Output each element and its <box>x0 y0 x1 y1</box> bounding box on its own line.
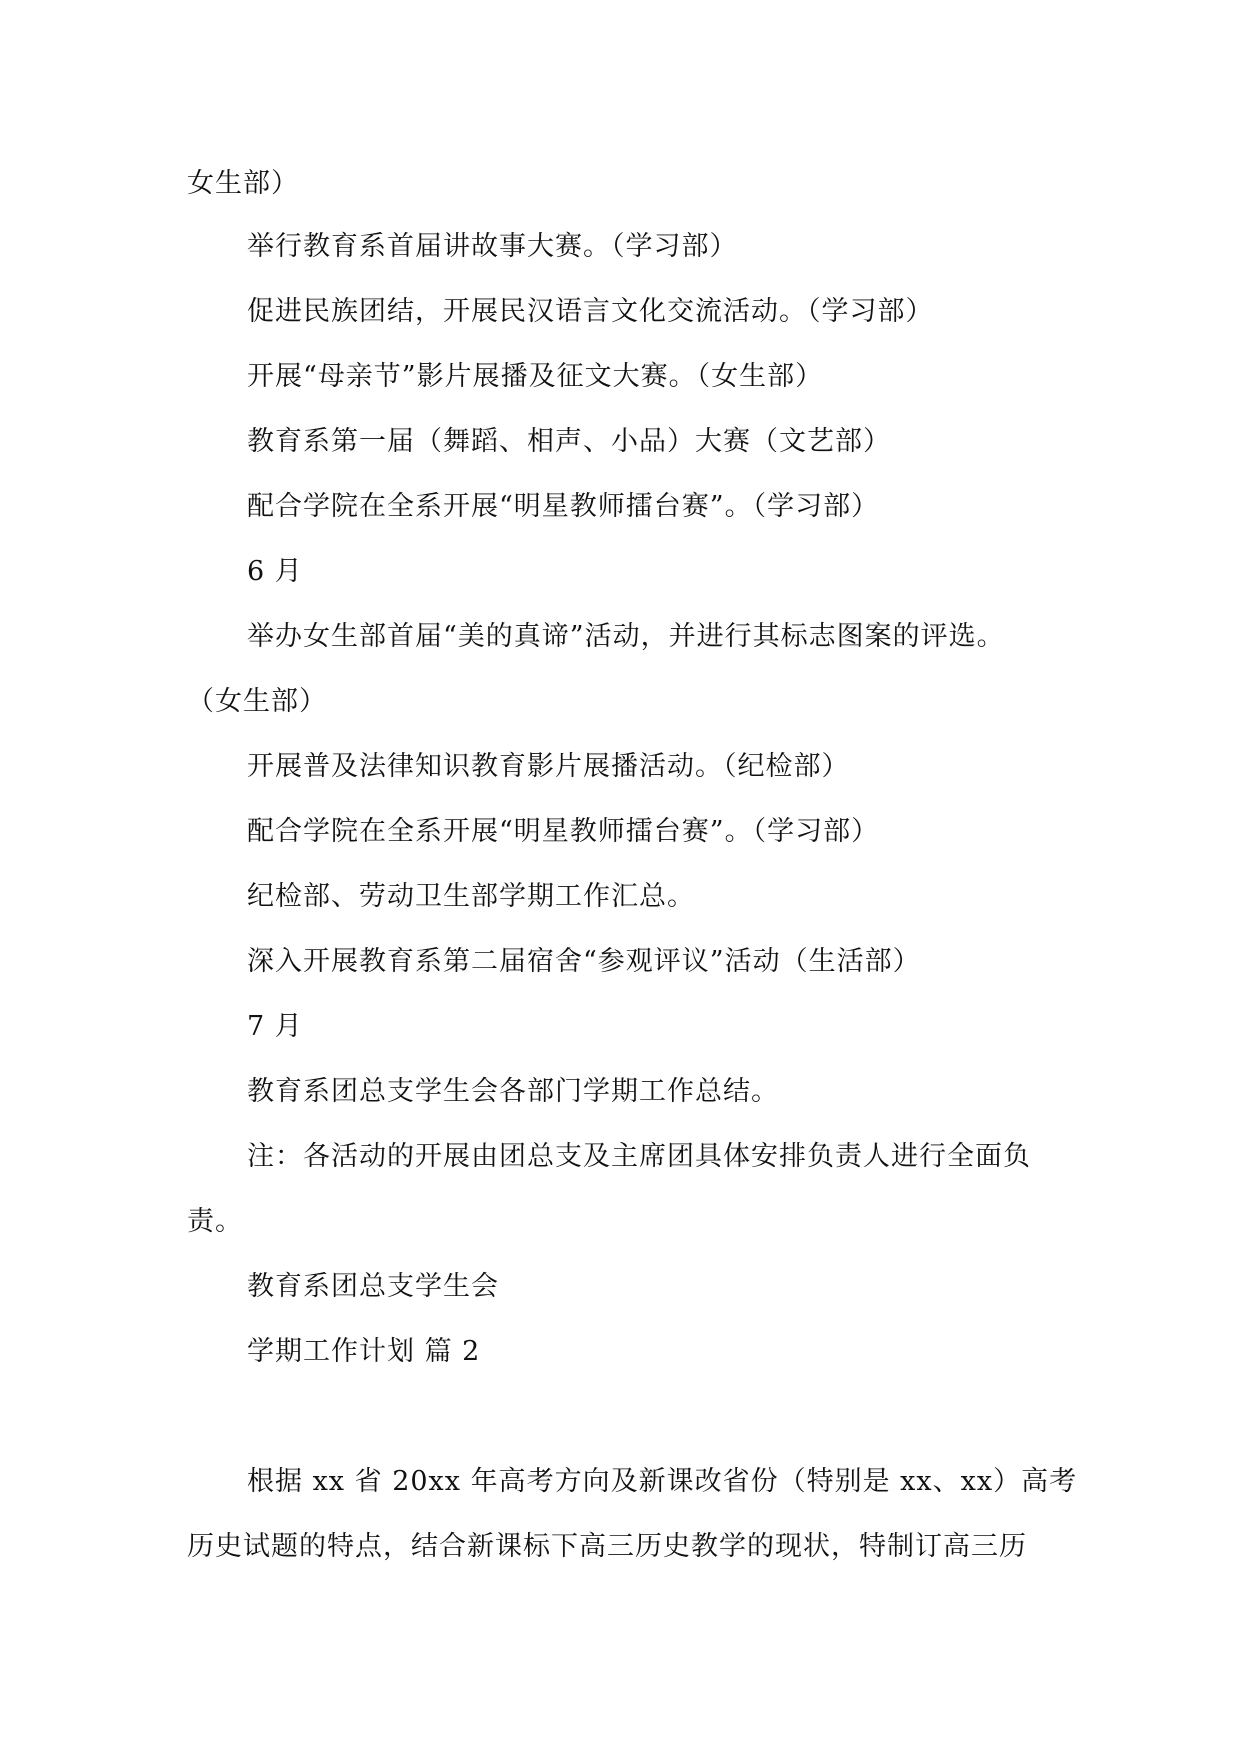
text-line: 开展“母亲节”影片展播及征文大赛。（女生部） <box>247 361 824 392</box>
text-line: 教育系团总支学生会各部门学期工作总结。 <box>247 1076 779 1107</box>
text-line: （女生部） <box>187 686 327 717</box>
text-line: 配合学院在全系开展“明星教师擂台赛”。（学习部） <box>247 491 880 522</box>
month-heading: 6 月 <box>247 556 303 587</box>
text-line: 教育系第一届（舞蹈、相声、小品）大赛（文艺部） <box>247 426 891 457</box>
month-heading: 7 月 <box>247 1011 303 1042</box>
text-line: 女生部） <box>187 168 299 199</box>
paragraph-line: 历史试题的特点，结合新课标下高三历史教学的现状，特制订高三历 <box>187 1531 1027 1562</box>
text-line: 举办女生部首届“美的真谛”活动，并进行其标志图案的评选。 <box>247 621 1005 652</box>
paragraph-line: 根据 xx 省 20xx 年高考方向及新课改省份（特别是 xx、xx）高考 <box>247 1466 1078 1497</box>
section-heading: 学期工作计划 篇 2 <box>247 1336 481 1367</box>
signature-line: 教育系团总支学生会 <box>247 1271 499 1302</box>
text-line: 开展普及法律知识教育影片展播活动。（纪检部） <box>247 751 850 782</box>
text-line: 深入开展教育系第二届宿舍“参观评议”活动（生活部） <box>247 946 921 977</box>
text-line: 促进民族团结，开展民汉语言文化交流活动。（学习部） <box>247 296 934 327</box>
text-line: 纪检部、劳动卫生部学期工作汇总。 <box>247 881 695 912</box>
note-line: 注：各活动的开展由团总支及主席团具体安排负责人进行全面负 <box>247 1141 1031 1172</box>
text-line: 举行教育系首届讲故事大赛。（学习部） <box>247 231 738 262</box>
note-line: 责。 <box>187 1206 243 1237</box>
text-line: 配合学院在全系开展“明星教师擂台赛”。（学习部） <box>247 816 880 847</box>
